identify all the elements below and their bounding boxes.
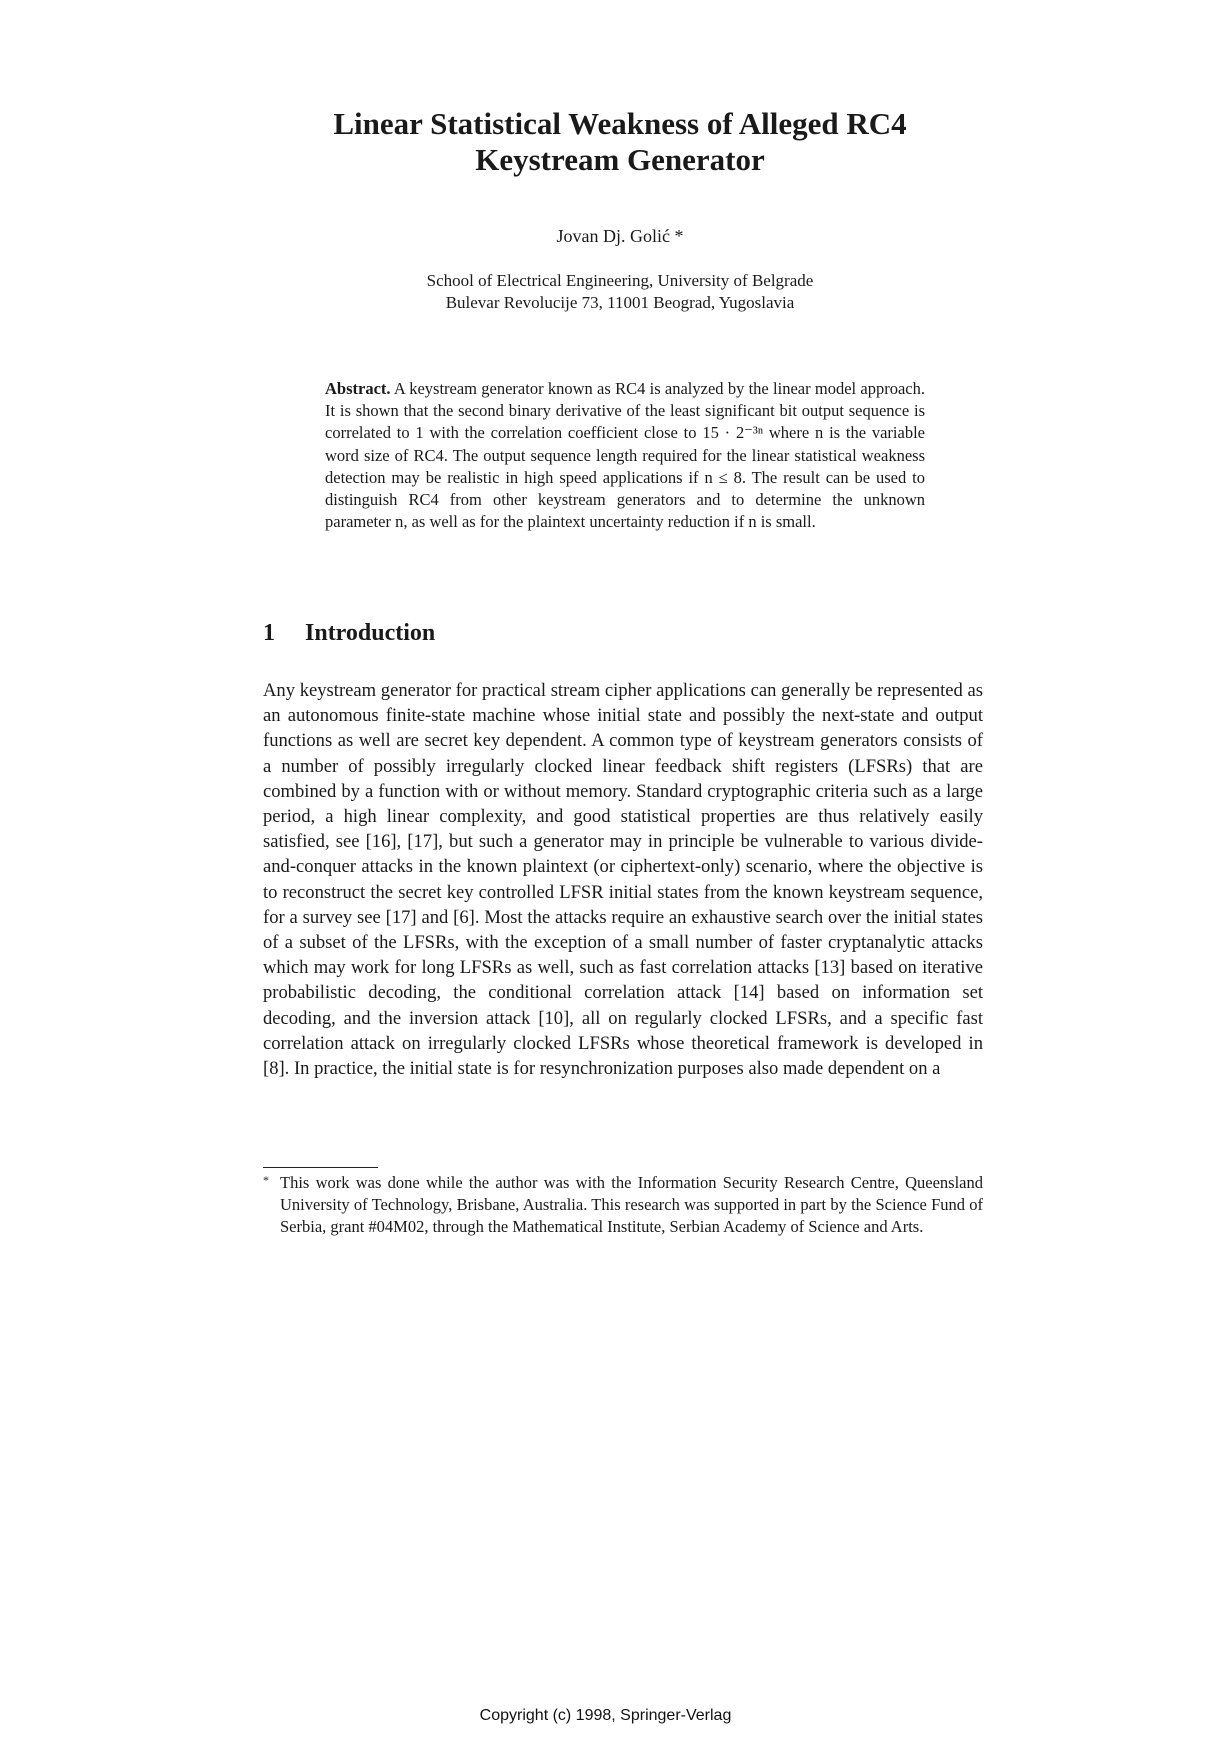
abstract — [325, 378, 925, 533]
affiliation — [260, 270, 980, 314]
paper-title — [260, 106, 980, 178]
footnote-divider — [263, 1167, 378, 1168]
footnote-mark: * — [263, 1173, 269, 1187]
affiliation-line-2: Bulevar Revolucije 73, 11001 Beograd, Yugoslavia — [445, 293, 795, 312]
abstract-label: Abstract. — [325, 379, 391, 398]
title-line-2: Keystream Generator — [475, 142, 765, 177]
title-line-1: Linear Statistical Weakness of Alleged RC4 — [333, 106, 907, 141]
author-name: Jovan Dj. Golić * — [556, 226, 684, 246]
introduction-paragraph: Any keystream generator for practical stream cipher applications can generally be represented as an autonomous finite-state machine whose initial state and possibly the next-state and output functions as well are secret key dependent. A common type of keystream generators consists of a number of possibly irregularly clocked linear feedback shift registers (LFSRs) that are combined by a function with or without memory. Standard cryptographic criteria such as a large period, a high linear complexity, and good statistical properties are thus relatively easily satisfied, see [16], [17], but such a generator may in principle be vulnerable to various divide-and-conquer attacks in the known plaintext (or ciphertext-only) scenario, where the objective is to reconstruct the secret key controlled LFSR initial states from the known keystream sequence, for a survey see [17] and [6]. Most the attacks require an exhaustive search over the initial states of a subset of the LFSRs, with the exception of a small number of faster cryptanalytic attacks which may work for long LFSRs as well, such as fast correlation attacks [13] based on iterative probabilistic decoding, the conditional correlation attack [14] based on information set decoding, and the inversion attack [10], all on regularly clocked LFSRs, and a specific fast correlation attack on irregularly clocked LFSRs whose theoretical framework is developed in [8]. In practice, the initial state is for resynchronization purposes also made dependent on a — [263, 680, 983, 1080]
section-number: 1 — [263, 620, 275, 646]
abstract-text: A keystream generator known as RC4 is analyzed by the linear model approach. It is shown that the second binary derivative of the least significant bit output sequence is correlated to 1 with the correlation coefficient close to 15 · 2⁻³ⁿ where n is the variable word size of RC4. The output sequence length required for the linear statistical weakness detection may be realistic in high speed applications if n ≤ 8. The result can be used to distinguish RC4 from other keystream generators and to determine the unknown parameter n, as well as for the plaintext uncertainty reduction if n is small. — [325, 379, 925, 532]
section-heading — [263, 620, 435, 647]
affiliation-line-1: School of Electrical Engineering, University of Belgrade — [426, 271, 814, 290]
footnote — [263, 1172, 983, 1238]
section-title: Introduction — [305, 620, 436, 646]
footnote-text: This work was done while the author was with the Information Security Research Centre, Queensland University of Technology, Brisbane, Australia. This research was supported in part by the Science Fund of Serbia, grant #04M02, through the Mathematical Institute, Serbian Academy of Science and Arts. — [280, 1173, 983, 1236]
copyright-notice: Copyright (c) 1998, Springer-Verlag — [479, 1707, 732, 1724]
